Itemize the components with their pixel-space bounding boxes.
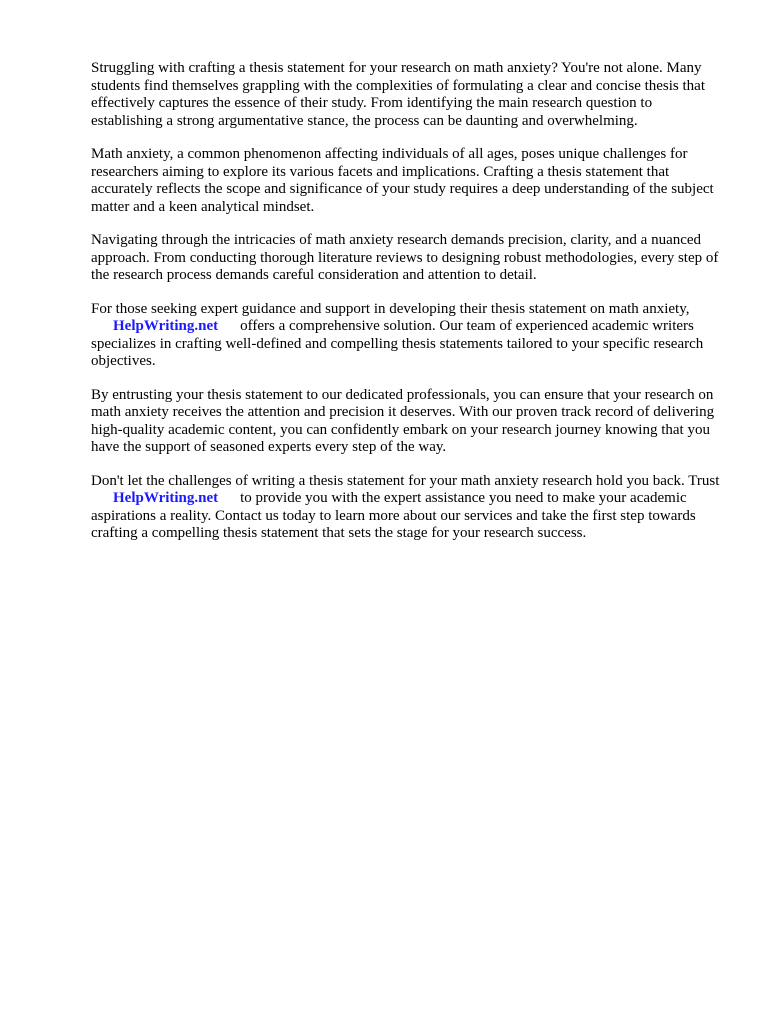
paragraph-call-to-action (91, 473, 721, 543)
paragraph-expert-guidance-lead: For those seeking expert guidance and support in developing their thesis statement on math anxiety, (91, 300, 690, 317)
paragraph-navigating: Navigating through the intricacies of math anxiety research demands precision, clarity, and a nuanced approach. From conducting thorough literature reviews to designing robust methodologies, every step of the research process demands careful consideration and attention to detail. (91, 232, 719, 283)
paragraph-expert-guidance (91, 301, 721, 371)
paragraph-call-to-action-lead: Don't let the challenges of writing a thesis statement for your math anxiety research hold you back. Trust (91, 472, 720, 489)
paragraph-math-anxiety: Math anxiety, a common phenomenon affecting individuals of all ages, poses unique challenges for researchers aiming to explore its various facets and implications. Crafting a thesis statement that accurately reflects the scope and significance of your study requires a deep understanding of the subject matter and a keen analytical mindset. (91, 146, 714, 215)
paragraph-call-to-action-tail: to provide you with the expert assistance you need to make your academic aspirations a reality. Contact us today to learn more about our services and take the first step towards crafting a compelling thesis statement that sets the stage for your research success. (91, 490, 696, 541)
helpwriting-link-2[interactable]: HelpWriting.net (113, 490, 219, 506)
helpwriting-link-1[interactable]: HelpWriting.net (113, 318, 219, 334)
document-body (91, 60, 721, 559)
paragraph-expert-guidance-tail: offers a comprehensive solution. Our team of experienced academic writers specializes in crafting well-defined and compelling thesis statements tailored to your specific research objectives. (91, 318, 704, 369)
paragraph-intro: Struggling with crafting a thesis statement for your research on math anxiety? You're not alone. Many students find themselves grappling with the complexities of formulating a clear and concise thesis that effectively captures the essence of their study. From identifying the main research question to establishing a strong argumentative stance, the process can be daunting and overwhelming. (91, 60, 706, 129)
paragraph-entrusting: By entrusting your thesis statement to our dedicated professionals, you can ensure that your research on math anxiety receives the attention and precision it deserves. With our proven track record of delivering high-quality academic content, you can confidently embark on your research journey knowing that you have the support of seasoned experts every step of the way. (91, 386, 715, 455)
